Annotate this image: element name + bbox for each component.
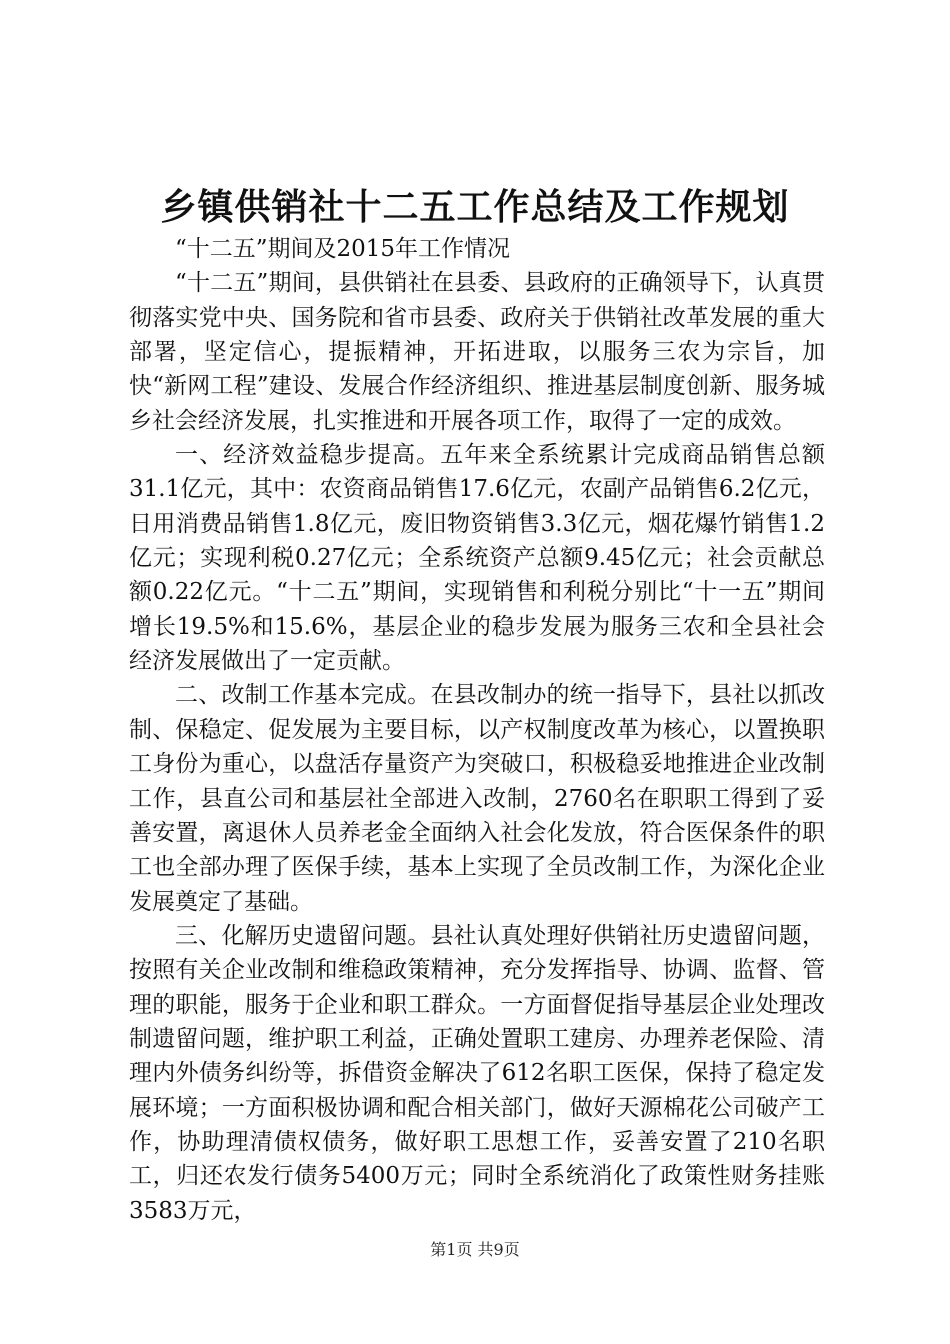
paragraph-intro: “十二五”期间，县供销社在县委、县政府的正确领导下，认真贯彻落实党中央、国务院和省市县委、政府关于供销社改革发展的重大部署，坚定信心，提振精神，开拓进取，以服务三农为宗旨，加快“新网工程”建设、发展合作经济组织、推进基层制度创新、服务城乡社会经济发展，扎实推进和开展各项工作，取得了一定的成效。: [129, 270, 825, 434]
paragraph-legacy-issues: 三、化解历史遗留问题。县社认真处理好供销社历史遗留问题，按照有关企业改制和维稳政策精神，充分发挥指导、协调、监督、管理的职能，服务于企业和职工群众。一方面督促指导基层企业处理改制遗留问题，维护职工利益，正确处置职工建房、办理养老保险、清理内外债务纠纷等，拆借资金解决了612名职工医保，保持了稳定发展环境；一方面积极协调和配合相关部门，做好天源棉花公司破产工作，协助理清债权债务，做好职工思想工作，妥善安置了210名职工，归还农发行债务5400万元；同时全系统消化了政策性财务挂账3583万元，: [129, 922, 825, 1224]
paragraph-economic-benefits: 一、经济效益稳步提高。五年来全系统累计完成商品销售总额31.1亿元，其中：农资商品销售17.6亿元，农副产品销售6.2亿元，日用消费品销售1.8亿元，废旧物资销售3.3亿元，烟花爆竹销售1.2亿元；实现利税0.27亿元；全系统资产总额9.45亿元；社会贡献总额0.22亿元。“十二五”期间，实现销售和利税分别比“十一五”期间增长19.5%和15.6%，基层企业的稳步发展为服务三农和全县社会经济发展做出了一定贡献。: [129, 442, 825, 675]
document-title: 乡镇供销社十二五工作总结及工作规划: [160, 186, 790, 228]
section-heading: “十二五”期间及2015年工作情况: [175, 236, 511, 262]
page-footer: 第1页 共9页: [430, 1240, 520, 1259]
paragraph-restructuring: 二、改制工作基本完成。在县改制办的统一指导下，县社以抓改制、保稳定、促发展为主要目标，以产权制度改革为核心，以置换职工身份为重心，以盘活存量资产为突破口，积极稳妥地推进企业改制工作，县直公司和基层社全部进入改制，2760名在职职工得到了妥善安置，离退休人员养老金全面纳入社会化发放，符合医保条件的职工也全部办理了医保手续，基本上实现了全员改制工作，为深化企业发展奠定了基础。: [129, 682, 825, 915]
document-body: [129, 232, 825, 1228]
